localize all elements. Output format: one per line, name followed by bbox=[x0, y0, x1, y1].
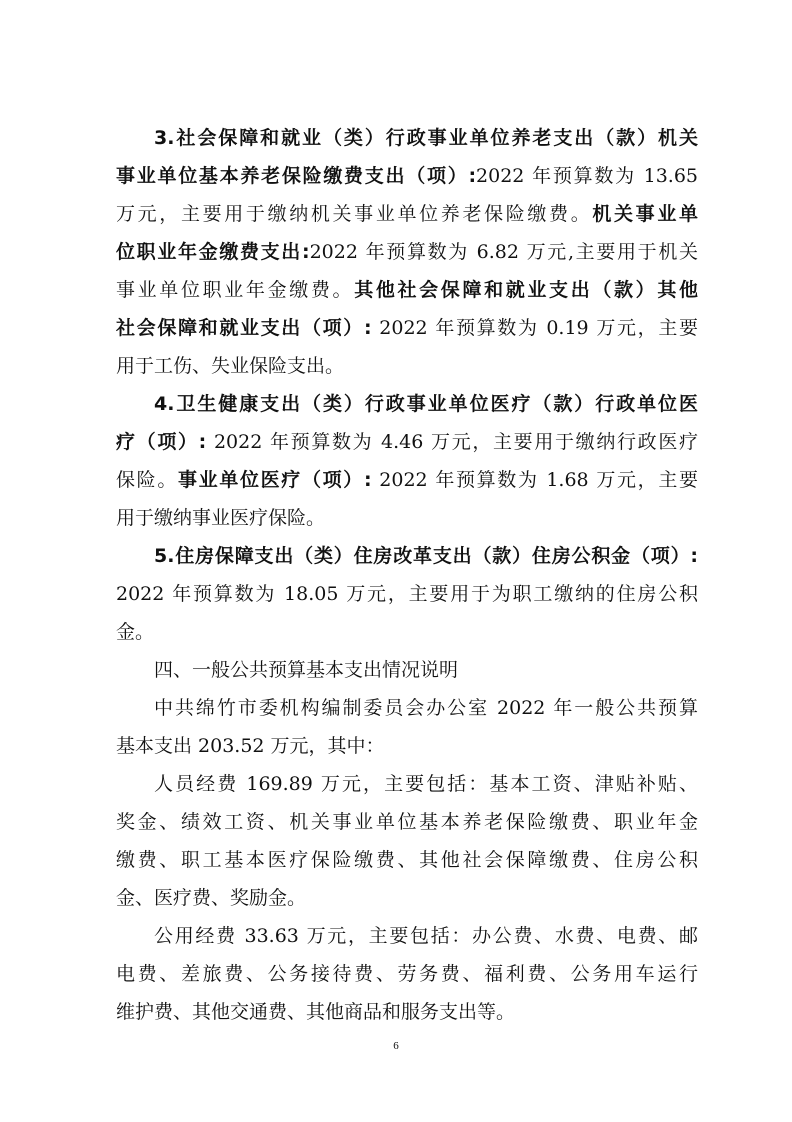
text-line: 基本支出 203.52 万元，其中： bbox=[116, 735, 385, 757]
section-heading: 四、一般公共预算基本支出情况说明 bbox=[154, 659, 459, 681]
text-line: 社会保障和就业支出（项）: 2022 年预算数为 0.19 万元，主要 bbox=[116, 317, 698, 339]
text-line: 3.社会保障和就业（类）行政事业单位养老支出（款）机关 bbox=[154, 127, 698, 149]
text-line: 金。 bbox=[116, 621, 155, 643]
text-line: 电费、差旅费、公务接待费、劳务费、福利费、公务用车运行 bbox=[116, 963, 698, 985]
text-line: 疗（项）: 2022 年预算数为 4.46 万元，主要用于缴纳行政医疗 bbox=[116, 431, 698, 453]
text-line: 保险。事业单位医疗（项）: 2022 年预算数为 1.68 万元，主要 bbox=[116, 469, 698, 491]
text-line: 缴费、职工基本医疗保险缴费、其他社会保障缴费、住房公积 bbox=[116, 849, 698, 871]
text-line: 事业单位职业年金缴费。其他社会保障和就业支出（款）其他 bbox=[116, 279, 698, 301]
page-number: 6 bbox=[393, 1040, 399, 1052]
text-line: 奖金、绩效工资、机关事业单位基本养老保险缴费、职业年金 bbox=[116, 811, 698, 833]
text-line: 用于工伤、失业保险支出。 bbox=[116, 355, 345, 377]
text-line: 维护费、其他交通费、其他商品和服务支出等。 bbox=[116, 1001, 516, 1023]
text-line: 事业单位基本养老保险缴费支出（项）:2022 年预算数为 13.65 bbox=[116, 165, 698, 187]
text-line: 金、医疗费、奖励金。 bbox=[116, 887, 307, 909]
text-line: 5.住房保障支出（类）住房改革支出（款）住房公积金（项）: bbox=[154, 545, 698, 567]
text-line: 人员经费 169.89 万元，主要包括：基本工资、津贴补贴、 bbox=[154, 773, 698, 795]
text-line: 中共绵竹市委机构编制委员会办公室 2022 年一般公共预算 bbox=[154, 697, 698, 719]
text-line: 万元，主要用于缴纳机关事业单位养老保险缴费。机关事业单 bbox=[116, 203, 698, 225]
text-line: 位职业年金缴费支出:2022 年预算数为 6.82 万元,主要用于机关 bbox=[116, 241, 698, 263]
text-line: 公用经费 33.63 万元，主要包括：办公费、水费、电费、邮 bbox=[154, 925, 698, 947]
text-line: 2022 年预算数为 18.05 万元，主要用于为职工缴纳的住房公积 bbox=[116, 583, 698, 605]
text-line: 4.卫生健康支出（类）行政事业单位医疗（款）行政单位医 bbox=[154, 393, 698, 415]
text-line: 用于缴纳事业医疗保险。 bbox=[116, 507, 326, 529]
